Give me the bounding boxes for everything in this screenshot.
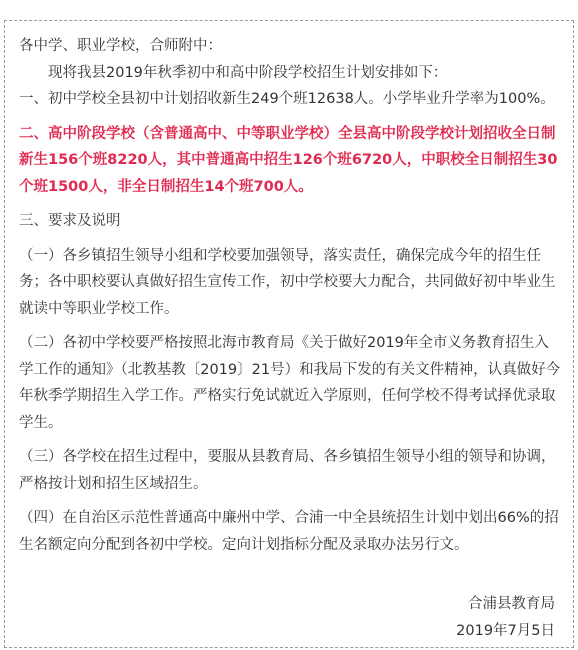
issue-date: 2019年7月5日 [456,622,555,639]
intro-paragraph: 现将我县2019年秋季初中和高中阶段学校招生计划安排如下： [48,64,448,81]
requirement-4: （四）在自治区示范性普通高中廉州中学、合浦一中全县统招生计划中划出66%的招生名额定向分配到各初中学校。定向计划指标分配及录取办法另行文。 [19,510,559,553]
salutation: 各中学、职业学校，合师附中： [19,38,222,54]
document-body [4,20,574,648]
issuer: 合浦县教育局 [468,596,555,612]
requirement-1: （一）各乡镇招生领导小组和学校要加强领导，落实责任，确保完成今年的招生任务；各中职校要认真做好招生宣传工作，初中学校要大力配合，共同做好初中毕业生就读中等职业学校工作。 [19,247,556,317]
section-1-junior-high: 一、初中学校全县初中计划招收新生249个班12638人。小学毕业升学率为100%。 [19,91,555,107]
requirement-2: （二）各初中学校要严格按照北海市教育局《关于做好2019年全市义务教育招生入学工作的通知》（北教基教〔2019〕21号）和我局下发的有关文件精神，认真做好今年秋季学期招生入学工作。严格实行免试就近入学原则，任何学校不得考试择优录取学生。 [19,335,561,431]
requirement-3: （三）各学校在招生过程中，要服从县教育局、各乡镇招生领导小组的领导和协调，严格按计划和招生区域招生。 [19,449,556,492]
section-2-senior-high: 二、高中阶段学校（含普通高中、中等职业学校）全县高中阶段学校计划招收全日制新生156个班8220人，其中普通高中招生126个班6720人，中职校全日制招生30个班1500人，非全日制招生14个班700人。 [19,125,558,195]
section-3-heading: 三、要求及说明 [19,213,121,229]
